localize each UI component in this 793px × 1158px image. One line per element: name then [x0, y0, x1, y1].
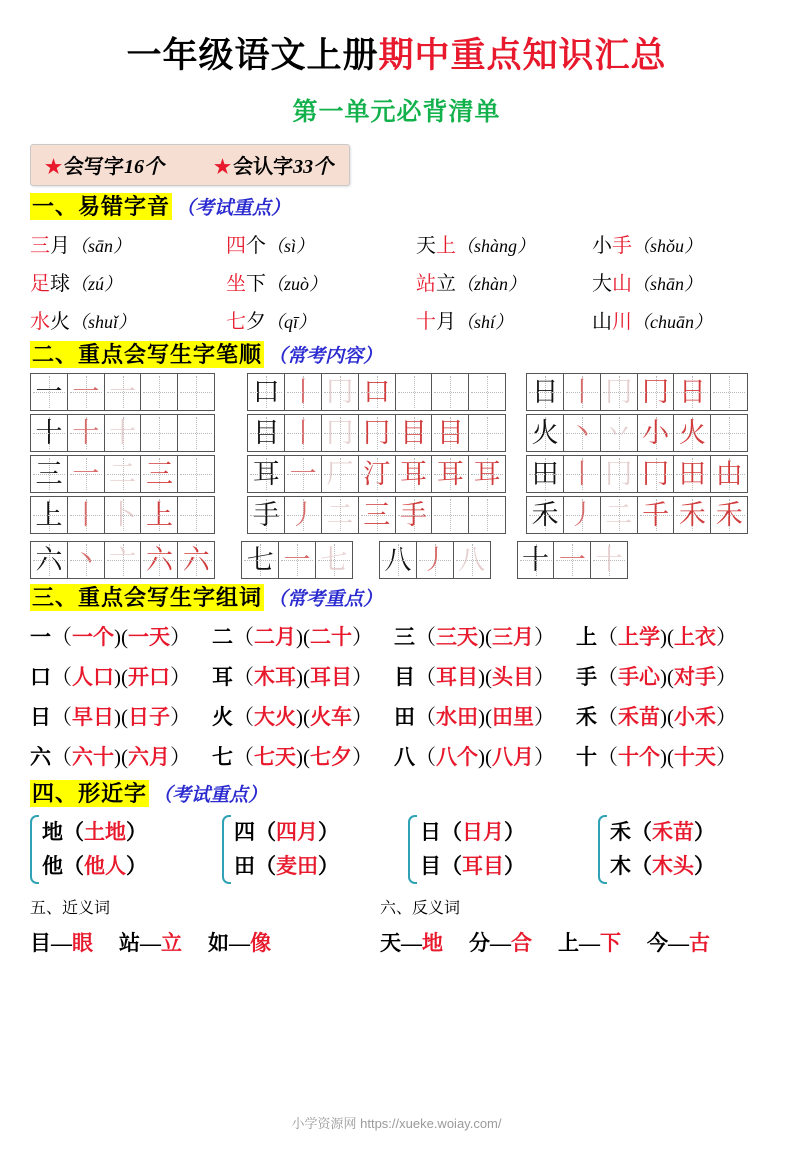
antonyms-group [380, 927, 736, 957]
stroke-cell-empty [177, 496, 215, 534]
brace-icon [408, 815, 417, 884]
antonym-pair: 分—合 [469, 931, 532, 956]
stroke-cell-step: 冂 [321, 414, 359, 452]
stroke-cell-step: 耳 [395, 455, 433, 493]
stroke-cell-step: 手 [395, 496, 433, 534]
stroke-grid-row-bottom [241, 541, 353, 579]
similar-char-lines [610, 815, 715, 884]
stroke-cell-complete: 田 [526, 455, 564, 493]
stroke-cell-step: 小 [637, 414, 675, 452]
synonym-pair: 如—像 [208, 931, 271, 956]
antonym-pair: 天—地 [380, 931, 443, 956]
stroke-cell-complete: 目 [247, 414, 285, 452]
stroke-cell-complete: 耳 [247, 455, 285, 493]
stroke-grid-row [247, 455, 506, 493]
section-heading-5-6 [30, 895, 763, 918]
pinyin-row [30, 229, 763, 258]
section-3-title: 三、重点会写生字组词 [32, 585, 263, 611]
stroke-col-right [526, 373, 748, 537]
stroke-cell-step: 十 [104, 414, 142, 452]
stroke-cell-step: 丨 [284, 373, 322, 411]
stroke-cell-step: 由 [710, 455, 748, 493]
stroke-cell-empty [710, 373, 748, 411]
stroke-cell-step: 七 [315, 541, 353, 579]
stroke-cell-empty [710, 414, 748, 452]
stroke-cell-step: 八 [453, 541, 491, 579]
word-row [30, 621, 763, 651]
word-item: 八（八个)(八月） [394, 744, 555, 769]
words-block [30, 621, 763, 771]
similar-char-lines [420, 815, 525, 884]
pinyin-item: 天上（shàng） [416, 235, 536, 258]
stroke-cell-step: 厂 [321, 455, 359, 493]
similar-char-lines [234, 815, 339, 884]
title-red-part: 期中重点知识汇总 [378, 36, 667, 75]
similar-char-pair [598, 815, 715, 884]
stroke-cell-step: 丨 [284, 414, 322, 452]
pinyin-item: 水火（shuǐ） [30, 311, 137, 334]
pinyin-item: 大山（shān） [592, 273, 703, 296]
similar-char-lines [42, 815, 147, 884]
similar-char-line: 目（耳目） [420, 854, 525, 879]
section-1-title: 一、易错字音 [32, 194, 171, 220]
word-item: 目（耳目)(头目） [394, 664, 555, 689]
stroke-cell-step: 冂 [637, 373, 675, 411]
section-6-title: 六、反义词 [380, 900, 461, 918]
stroke-cell-empty [177, 373, 215, 411]
similar-chars-block [30, 815, 763, 884]
similar-char-line: 木（木头） [610, 854, 715, 879]
word-item: 日（早日)(日子） [30, 704, 191, 729]
pinyin-item: 山川（chuān） [592, 311, 712, 334]
word-item: 六（六十)(六月） [30, 744, 191, 769]
stroke-cell-complete: 手 [247, 496, 285, 534]
word-item: 上（上学)(上衣） [576, 624, 737, 649]
stroke-cell-complete: 日 [526, 373, 564, 411]
pinyin-row [30, 305, 763, 334]
stroke-cell-empty [431, 496, 469, 534]
stroke-cell-step: 日 [673, 373, 711, 411]
similar-char-line: 禾（禾苗） [610, 819, 715, 844]
similar-char-line: 地（土地） [42, 819, 147, 844]
page-title [30, 36, 763, 76]
stroke-cell-step: 丶 [67, 541, 105, 579]
similar-char-line: 四（四月） [234, 819, 339, 844]
word-item: 七（七天)(七夕） [212, 744, 373, 769]
antonym-pair: 上—下 [558, 931, 621, 956]
word-item: 火（大火)(火车） [212, 704, 373, 729]
stroke-cell-step: 六 [140, 541, 178, 579]
pinyin-item: 七夕（qī） [226, 311, 317, 334]
stroke-cell-step: 禾 [673, 496, 711, 534]
stroke-cell-step: 丨 [563, 373, 601, 411]
stroke-cell-step: 禾 [710, 496, 748, 534]
similar-char-pair [408, 815, 598, 884]
stroke-cell-step: 一 [104, 373, 142, 411]
section-5-title: 五、近义词 [30, 900, 111, 918]
stroke-cell-step: 三 [140, 455, 178, 493]
antonym-pair: 今—古 [647, 931, 710, 956]
pinyin-item: 站立（zhàn） [416, 273, 527, 296]
pinyin-item: 十月（shí） [416, 311, 514, 334]
stroke-cell-step: 耳 [468, 455, 506, 493]
pinyin-block [30, 229, 763, 334]
stroke-col-left [30, 373, 215, 537]
stroke-grid-row [247, 496, 506, 534]
counts-badge [30, 144, 350, 186]
stroke-cell-step: 一 [284, 455, 322, 493]
stroke-cell-step: 冂 [600, 455, 638, 493]
section-1-note: （考试重点） [176, 198, 291, 220]
stroke-grid-row-bottom [30, 541, 215, 579]
section-heading-5 [30, 895, 380, 918]
section-4-title: 四、形近字 [32, 780, 148, 806]
stroke-cell-step: 一 [67, 373, 105, 411]
pinyin-item: 三月（sān） [30, 235, 132, 258]
stroke-cell-complete: 火 [526, 414, 564, 452]
stroke-cell-step: 十 [590, 541, 628, 579]
word-row [30, 741, 763, 771]
stroke-cell-complete: 十 [517, 541, 555, 579]
stroke-cell-empty [468, 414, 506, 452]
write-label: 会写字 [64, 156, 125, 179]
stroke-cell-empty [177, 414, 215, 452]
star-icon-2: ★ [214, 157, 232, 179]
stroke-cell-complete: 六 [30, 541, 68, 579]
stroke-grid-row [526, 414, 748, 452]
stroke-cell-step: 一 [67, 455, 105, 493]
stroke-cell-step: 三 [358, 496, 396, 534]
stroke-cell-step: 卜 [104, 496, 142, 534]
similar-char-pair [30, 815, 222, 884]
stroke-grid-row [30, 496, 215, 534]
stroke-grid-row-bottom [517, 541, 629, 579]
stroke-cell-empty [468, 496, 506, 534]
footer-watermark: 小学资源网 https://xueke.woiay.com/ [291, 1116, 502, 1131]
word-item: 耳（木耳)(耳目） [212, 664, 373, 689]
star-icon: ★ [45, 157, 63, 179]
stroke-grid-row [247, 373, 506, 411]
read-label: 会认字 [233, 156, 294, 179]
word-row [30, 701, 763, 731]
synonym-pair: 目—眼 [30, 931, 93, 956]
word-item: 口（人口)(开口） [30, 664, 191, 689]
stroke-grid-row [526, 455, 748, 493]
stroke-cell-step: 汀 [358, 455, 396, 493]
stroke-cell-complete: 三 [30, 455, 68, 493]
pinyin-item: 坐下（zuò） [226, 273, 328, 296]
write-count: 16个 [124, 156, 165, 179]
section-heading-1 [30, 195, 763, 220]
stroke-grid-row [30, 455, 215, 493]
stroke-cell-step: 亠 [104, 541, 142, 579]
word-item: 二（二月)(二十） [212, 624, 373, 649]
stroke-cell-step: 丿 [563, 496, 601, 534]
stroke-cell-step: 目 [395, 414, 433, 452]
stroke-cell-complete: 上 [30, 496, 68, 534]
word-item: 田（水田)(田里） [394, 704, 555, 729]
stroke-cell-step: 目 [431, 414, 469, 452]
stroke-grid-row [526, 373, 748, 411]
word-item: 禾（禾苗)(小禾） [576, 704, 737, 729]
stroke-cell-empty [395, 373, 433, 411]
stroke-cell-step: 二 [104, 455, 142, 493]
brace-icon [222, 815, 231, 884]
stroke-cell-step: 丨 [67, 496, 105, 534]
stroke-cell-step: 口 [358, 373, 396, 411]
pinyin-row [30, 267, 763, 296]
brace-icon [598, 815, 607, 884]
page-subtitle: 第一单元必背清单 [292, 99, 501, 127]
stroke-cell-step: 丿 [284, 496, 322, 534]
pinyin-item: 四个（sì） [226, 235, 315, 258]
word-row [30, 661, 763, 691]
word-item: 手（手心)(对手） [576, 664, 737, 689]
stroke-cell-step: 田 [673, 455, 711, 493]
similar-char-line: 田（麦田） [234, 854, 339, 879]
stroke-cell-step: 上 [140, 496, 178, 534]
stroke-cell-step: 千 [637, 496, 675, 534]
stroke-cell-step: 火 [673, 414, 711, 452]
pinyin-item: 小手（shǒu） [592, 235, 703, 258]
stroke-cell-complete: 七 [241, 541, 279, 579]
similar-char-pair [222, 815, 408, 884]
stroke-col-mid [247, 373, 506, 537]
section-3-note: （常考重点） [268, 589, 383, 611]
stroke-cell-step: 耳 [431, 455, 469, 493]
section-2-title: 二、重点会写生字笔顺 [32, 342, 263, 368]
stroke-grid-row [526, 496, 748, 534]
counts-badge-wrapper [30, 144, 763, 186]
stroke-grid-columns [30, 373, 763, 537]
word-item: 一（一个)(一天） [30, 624, 191, 649]
stroke-cell-empty [468, 373, 506, 411]
stroke-cell-step: 十 [67, 414, 105, 452]
stroke-row-bottom [30, 541, 763, 579]
stroke-cell-step: 冂 [600, 373, 638, 411]
worksheet-page [0, 36, 793, 1158]
section-4-note: （考试重点） [153, 784, 268, 806]
stroke-order-area [30, 373, 763, 579]
stroke-cell-step: 一 [553, 541, 591, 579]
synonyms-group [30, 927, 380, 957]
stroke-cell-step: 冂 [637, 455, 675, 493]
read-count: 33个 [293, 156, 334, 179]
stroke-cell-step: 二 [321, 496, 359, 534]
stroke-cell-step: 丷 [600, 414, 638, 452]
stroke-grid-row [247, 414, 506, 452]
read-count-item [214, 150, 333, 179]
stroke-cell-step: 丿 [416, 541, 454, 579]
stroke-cell-step: 二 [600, 496, 638, 534]
stroke-cell-empty [431, 373, 469, 411]
write-count-item [45, 150, 164, 179]
stroke-cell-step: 一 [278, 541, 316, 579]
stroke-cell-step: 丶 [563, 414, 601, 452]
stroke-cell-step: 冂 [321, 373, 359, 411]
stroke-cell-empty [177, 455, 215, 493]
similar-char-line: 日（日月） [420, 819, 525, 844]
similar-char-line: 他（他人） [42, 854, 147, 879]
synonyms-antonyms-row [30, 927, 763, 957]
stroke-cell-step: 冂 [358, 414, 396, 452]
section-2-note: （常考内容） [268, 346, 383, 368]
section-heading-2 [30, 343, 763, 368]
stroke-grid-row [30, 373, 215, 411]
stroke-cell-complete: 一 [30, 373, 68, 411]
word-item: 十（十个)(十天） [576, 744, 737, 769]
pinyin-item: 足球（zú） [30, 273, 123, 296]
section-heading-3 [30, 586, 763, 611]
stroke-cell-complete: 十 [30, 414, 68, 452]
stroke-cell-empty [140, 373, 178, 411]
stroke-grid-row [30, 414, 215, 452]
stroke-cell-step: 六 [177, 541, 215, 579]
stroke-grid-row-bottom [379, 541, 491, 579]
stroke-cell-empty [140, 414, 178, 452]
stroke-cell-step: 丨 [563, 455, 601, 493]
stroke-cell-complete: 八 [379, 541, 417, 579]
title-black-part: 一年级语文上册 [126, 36, 379, 75]
word-item: 三（三天)(三月） [394, 624, 555, 649]
section-heading-4 [30, 782, 763, 807]
stroke-cell-complete: 口 [247, 373, 285, 411]
brace-icon [30, 815, 39, 884]
section-heading-6 [380, 895, 460, 918]
stroke-cell-complete: 禾 [526, 496, 564, 534]
synonym-pair: 站—立 [119, 931, 182, 956]
